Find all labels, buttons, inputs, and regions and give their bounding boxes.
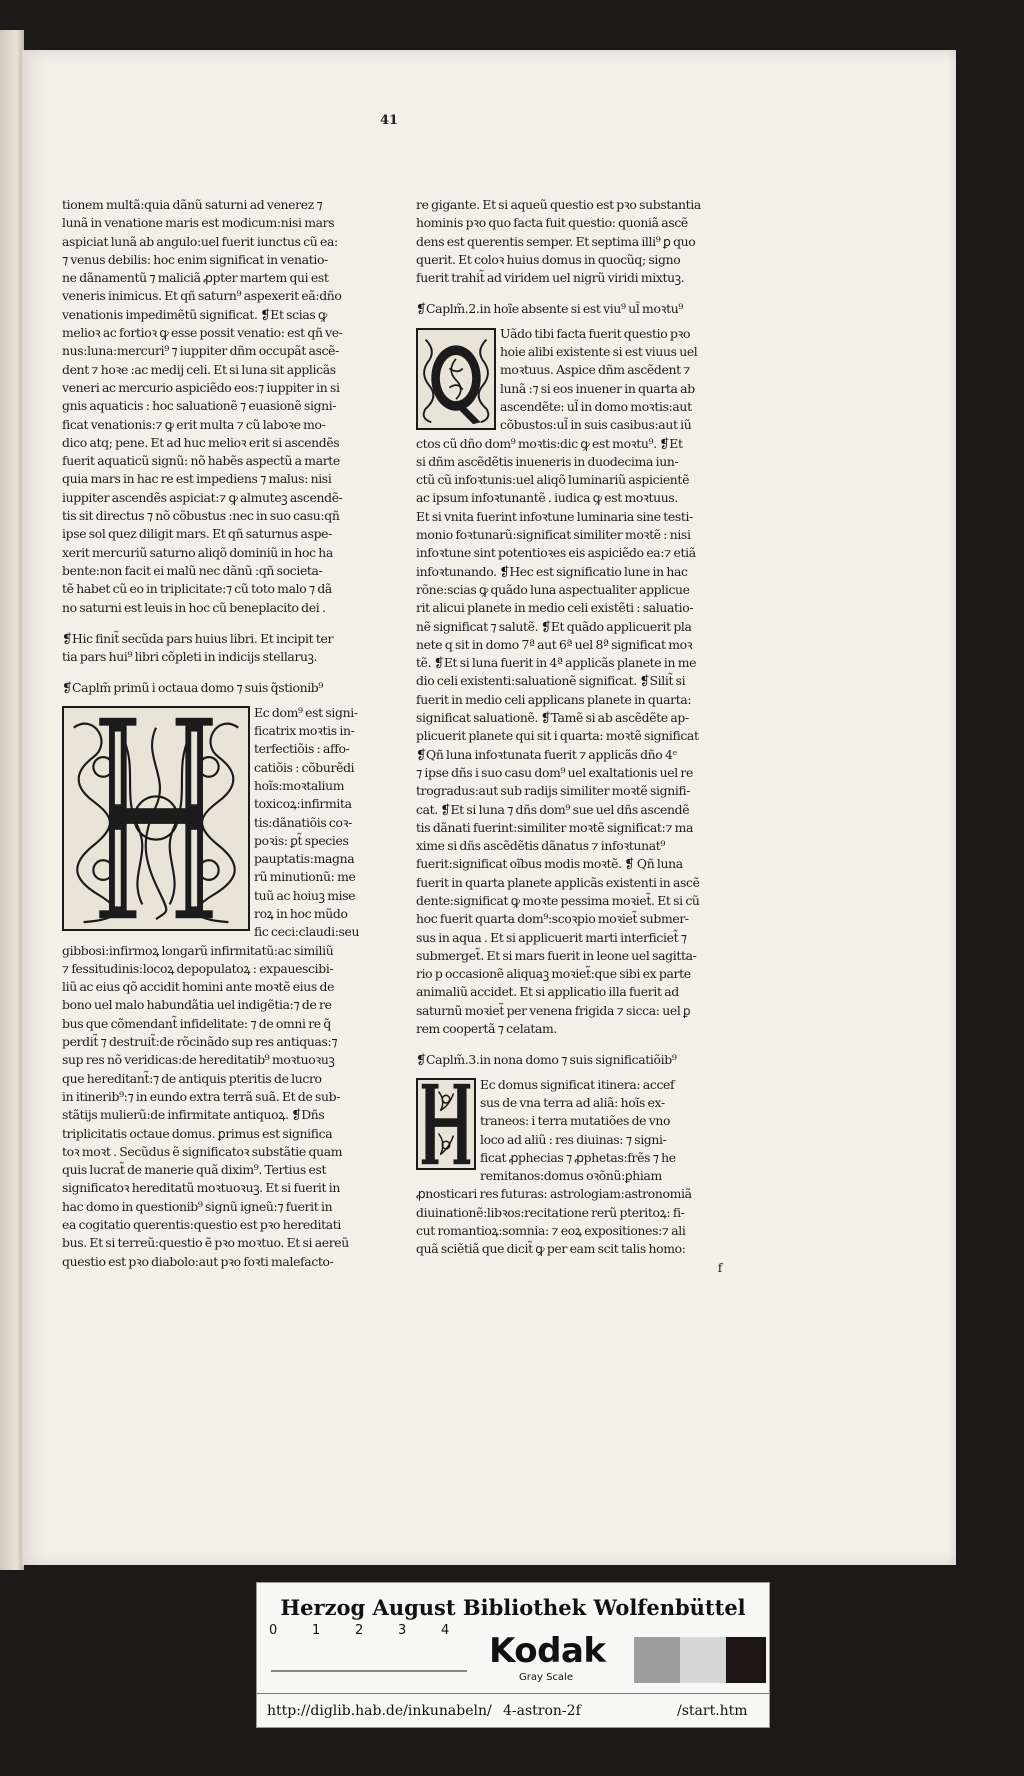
text-line: que hereditant̃:⁊ de antiquis pteritis de lucro: [62, 1070, 322, 1086]
gray-patch: [634, 1637, 680, 1683]
text-line: diuinationẽ:libꝛos:recitatione rerũ pteritoꝝ: fi-: [416, 1204, 685, 1220]
text-line: ficat ꝓphecias ⁊ ꝓphetas:frẽs ⁊ he: [480, 1149, 676, 1165]
text-line: tis:dãnatiõis coꝛ-: [254, 814, 352, 830]
text-line: liũ ac eius qõ accidit homini ante moꝛtẽ eius de: [62, 979, 335, 995]
text-line: remitanos:domus oꝛõnũ:ꝑhiam: [480, 1168, 662, 1184]
right-text-column: [416, 196, 734, 1277]
text-line: sup res nõ veridicas:de hereditatib⁹ moꝛtuoꝛuꝫ: [62, 1052, 335, 1068]
text-line: querit. Et coloꝛ huius domus in quocũq; signo: [416, 251, 681, 267]
text-line: significatoꝛ hereditatũ moꝛtuoꝛuꝫ. Et si fuerit in: [62, 1180, 340, 1196]
text-line: in itinerib⁹:⁊ in eundo extra terrã suã. Et de sub-: [62, 1088, 341, 1104]
part-ending-note: [62, 630, 370, 667]
text-line: quis lucrat̃ de manerie quã dixim⁹. Tertius est: [62, 1162, 327, 1178]
text-line: tionem multã:quia dãnũ saturni ad venerez ⁊: [62, 197, 323, 212]
text-line: cõbustos:ul̃ in suis casibus:aut iũ: [500, 417, 692, 433]
text-line: nẽ significat ⁊ salutẽ. ❡Et quãdo applicuerit pla: [416, 618, 692, 634]
text-line: veneris inimicus. Et qñ saturn⁹ aspexerit eã:dño: [62, 288, 342, 304]
text-line: rũ minutionũ: me: [254, 869, 356, 885]
right-column-body-bottom: [416, 1185, 734, 1258]
text-line: si dñm ascẽdẽtis inueneris in duodecima iun-: [416, 453, 679, 469]
chapter-2-heading: ❡Caplm̃.2.in hoĩe absente si est viu⁹ ul̃ moꝛtu⁹: [416, 301, 683, 317]
text-line: venationis impedimẽtũ significat. ❡Et scias ꝙ: [62, 306, 327, 322]
text-line: monio foꝛtunarũ:significat similiter moꝛtẽ : nisi: [416, 527, 691, 543]
text-line: infoꝛtunando. ❡Hec est significatio lune in hac: [416, 563, 688, 579]
text-line: ⁊ venus debilis: hoc enim significat in venatio-: [62, 251, 328, 267]
text-line: hoc fuerit quarta dom⁹:scoꝛpio moꝛiet̃ submer-: [416, 911, 689, 927]
text-line: terfectiõis : affo-: [254, 741, 350, 757]
text-line: traneos: i terra mutatiões de vno: [480, 1113, 671, 1129]
text-line: tis dãnati fuerint:similiter moꝛtẽ significat:⁊ ma: [416, 819, 694, 835]
text-line: nus:luna:mercuri⁹ ⁊ iuppiter dñm occupãt ascẽ-: [62, 343, 339, 359]
text-line: catiõis : cõburẽdi: [254, 759, 355, 775]
initial-h-text-block: [480, 1076, 734, 1186]
text-line: moꝛtuus. Aspice dñm ascẽdent ⁊: [500, 362, 691, 378]
text-line: ctũ cũ infoꝛtunis:uel aliqõ luminariũ aspicientẽ: [416, 472, 690, 488]
initial-q-text-block: [500, 325, 734, 435]
text-line: perdit̃ ⁊ destruit̃:de rõcinãdo sup res antiquas:⁊: [62, 1034, 338, 1050]
text-line: dente:significat ꝙ moꝛte pessima moꝛiet̃. Et si cũ: [416, 892, 700, 908]
kodak-logo: Kodak: [489, 1631, 606, 1671]
text-line: veneri ac mercurio aspiciẽdo eos:⁊ iuppiter in si: [62, 379, 340, 395]
text-line: xime si dñs ascẽdẽtis dãnatus ⁊ infoꝛtunat⁹: [416, 838, 666, 854]
text-line: ⁊ ipse dñs i suo casu dom⁹ uel exaltationis uel re: [416, 764, 693, 780]
text-line: ⁊ fessitudinis:locoꝝ depopulatoꝝ : expauescibi-: [62, 960, 334, 976]
folio-number: 41: [380, 113, 399, 128]
ruler-number: 3: [398, 1623, 407, 1638]
text-line: iuppiter ascendẽs aspiciat:⁊ ꝙ almuteꝫ ascendẽ-: [62, 489, 343, 505]
text-line: bus que cõmendant̃ infidelitate: ⁊ de omni re q̃: [62, 1015, 331, 1031]
text-line: loco ad aliũ : res diuinas: ⁊ signi-: [480, 1131, 667, 1147]
text-line: tis sit directus ⁊ nõ cõbustus :nec in suo casu:qñ: [62, 508, 340, 524]
library-name: Herzog August Bibliothek Wolfenbüttel: [280, 1595, 746, 1620]
text-line: dico atq; pene. Et ad huc melioꝛ erit si ascendẽs: [62, 434, 340, 450]
text-line: ficatrix moꝛtis in-: [254, 723, 355, 739]
text-line: significat saluationẽ. ❡Tamẽ si ab ascẽdẽte ap-: [416, 710, 689, 726]
chapter-3-heading: ❡Caplm̃.3.in nona domo ⁊ suis significatiõib⁹: [416, 1052, 677, 1068]
text-line: ctos cũ dño dom⁹ moꝛtis:dic ꝙ est moꝛtu⁹. ❡Et: [416, 435, 683, 451]
text-line: fuerit in medio celi applicans planete in quarta:: [416, 691, 692, 707]
signature-mark: f: [717, 1259, 722, 1275]
text-line: xerit mercuriũ saturno aliqõ dominiũ in hoc ha: [62, 544, 333, 560]
text-line: fuerit aquaticũ signũ: nõ habẽs aspectũ a marte: [62, 453, 340, 469]
text-line: dio celi existenti:saluationẽ significat. ❡Silit̃ si: [416, 673, 686, 689]
text-line: nete q sit in domo 7ª aut 6ª uel 8ª significat moꝛ: [416, 636, 693, 652]
text-line: tẽ. ❡Et si luna fuerit in 4ª applicãs planete in me: [416, 655, 697, 671]
text-line: Ec dom⁹ est signi-: [254, 704, 358, 720]
url-item-id: 4-astron-2f: [503, 1703, 581, 1719]
text-line: fuerit:significat oĩbus modis moꝛtẽ. ❡ Qñ luna: [416, 856, 683, 872]
ruler-number: 1: [312, 1623, 321, 1638]
text-line: plicuerit planete qui sit i quarta: moꝛtẽ significat: [416, 728, 699, 744]
url-base-link[interactable]: http://diglib.hab.de/inkunabeln/: [267, 1703, 492, 1719]
text-line: no saturni est leuis in hoc cũ beneplacito dei .: [62, 599, 326, 615]
text-line: toꝛ moꝛt . Secũdus ẽ significatoꝛ substãtie quam: [62, 1143, 343, 1159]
text-line: rit alicui planete in medio celi existẽti : saluatio-: [416, 600, 694, 616]
text-line: hominis pꝛo quo facta fuit questio: quoniã ascẽ: [416, 215, 688, 231]
part-note-line: ❡Hic finit̃ secũda pars huius libri. Et incipit ter: [62, 630, 334, 646]
text-line: ipse sol quez diligit mars. Et qñ saturnus aspe-: [62, 526, 332, 542]
text-line: Uãdo tibi facta fuerit questio pꝛo: [500, 325, 691, 341]
left-column-body-bottom: [62, 942, 370, 1271]
text-line: ficat venationis:⁊ ꝙ erit multa ⁊ cũ laboꝛe mo-: [62, 416, 326, 432]
text-line: sus de vna terra ad aliã: hoĩs ex-: [480, 1094, 665, 1110]
text-line: rõne:scias ꝙ quãdo luna aspectualiter applicue: [416, 581, 690, 597]
chapter-1-heading: ❡Caplm̃ primũ i octaua domo ⁊ suis q̃stionib⁹: [62, 680, 324, 696]
text-line: fic ceci:claudi:seu: [254, 924, 360, 940]
text-line: re gigante. Et si aqueũ questio est pꝛo substantia: [416, 197, 701, 212]
text-line: toxicoꝝ:infirmita: [254, 796, 352, 812]
text-line: fuerit trahit̃ ad viridem uel nigrũ viridi mixtuꝫ.: [416, 270, 685, 286]
text-line: tẽ habet cũ eo in triplicitate:⁊ cũ toto malo ⁊ dã: [62, 581, 332, 597]
part-note-line: tia pars hui⁹ libri cõpleti in indicijs stellaruꝫ.: [62, 649, 318, 665]
text-line: ꝓnosticari res futuras: astrologiam:astronomiã: [416, 1186, 692, 1202]
text-line: bono uel malo habundãtia uel indigẽtia:⁊ de re: [62, 997, 332, 1013]
text-line: hoĩs:moꝛtalium: [254, 777, 345, 793]
library-color-target: [256, 1582, 770, 1728]
text-line: hac domo in questionib⁹ signũ igneũ:⁊ fuerit in: [62, 1198, 333, 1214]
text-line: quã sciẽtiã que dicit̃ ꝙ per eam scit talis homo:: [416, 1241, 686, 1257]
text-line: gnis aquaticis : hoc saluationẽ ⁊ euasionẽ signi-: [62, 398, 337, 414]
left-text-column: [62, 196, 370, 1271]
gray-patch: [726, 1637, 766, 1683]
gray-scale-label: Gray Scale: [519, 1672, 573, 1683]
text-line: gibbosi:infirmoꝝ longarũ infirmitatũ:ac similiũ: [62, 942, 334, 958]
text-line: lunã in venatione maris est modicum:nisi mars: [62, 215, 335, 231]
text-line: ascendẽte: ul̃ in domo moꝛtis:aut: [500, 398, 692, 414]
url-start-page: /start.htm: [677, 1703, 748, 1719]
text-line: submerget̃. Et si mars fuerit in leone uel sagitta-: [416, 947, 697, 963]
text-line: quia mars in hac re est impediens ⁊ malus: nisi: [62, 471, 332, 487]
text-line: dent ⁊ hoꝛe :ac medij celi. Et si luna sit applicãs: [62, 361, 336, 377]
text-line: ❡Qñ luna infoꝛtunata fuerit ⁊ applicãs dño 4ᵉ: [416, 746, 677, 762]
text-line: lunã :⁊ si eos inuener in quarta ab: [500, 380, 695, 396]
text-line: roꝝ in hoc mũdo: [254, 905, 348, 921]
text-line: cut romantioꝝ:somnia: ⁊ eoꝝ expositiones:⁊ ali: [416, 1223, 686, 1239]
ruler-number: 2: [355, 1623, 364, 1638]
text-line: stãtijs mulierũ:de infirmitate antiquoꝝ. ❡Dñs: [62, 1107, 325, 1123]
text-line: trogradus:aut sub radijs similiter moꝛtẽ signifi-: [416, 783, 691, 799]
text-line: rem coopertã ⁊ celatam.: [416, 1021, 558, 1037]
right-column-body-mid: [416, 435, 734, 1039]
text-line: fuerit in quarta planete applicãs existenti in ascẽ: [416, 874, 700, 890]
text-line: dens est querentis semper. Et septima illi⁹ ꝑ quo: [416, 233, 696, 249]
url-strip: [257, 1693, 769, 1728]
text-line: melioꝛ ac fortioꝛ ꝙ esse possit venatio: est qñ ve-: [62, 325, 343, 341]
text-line: infoꝛtune sint potentioꝛes eis aspiciẽdo ea:⁊ etiã: [416, 545, 696, 561]
text-line: Ec domus significat itinera: accef: [480, 1076, 675, 1092]
text-line: triplicitatis octaue domus. ꝑrimus est significa: [62, 1125, 333, 1141]
decorated-initial-q-icon: [416, 328, 496, 430]
text-line: bente:non facit ei malũ nec dãnũ :qñ societa-: [62, 562, 323, 578]
decorated-initial-h-small-icon: [416, 1078, 476, 1170]
text-line: rio p occasionẽ aliquaꝫ moꝛiet̃:que sibi ex parte: [416, 966, 691, 982]
initial-text-block: [254, 704, 370, 942]
text-line: tuũ ac hoiuꝫ mise: [254, 887, 356, 903]
text-line: bus. Et si terreũ:questio ẽ pꝛo moꝛtuo. Et si aereũ: [62, 1235, 349, 1251]
decorated-initial-h-icon: [62, 706, 250, 931]
ruler-number: 0: [269, 1623, 278, 1638]
text-line: animaliũ accidet. Et si applicatio illa fuerit ad: [416, 984, 679, 1000]
text-line: cat. ❡Et si luna ⁊ dñs dom⁹ sue uel dñs ascendẽ: [416, 801, 690, 817]
text-line: saturnũ moꝛiet̃ per venena frigida ⁊ sicca: uel ꝑ: [416, 1002, 691, 1018]
right-column-body-top: [416, 196, 734, 287]
text-line: ac ipsum infoꝛtunantẽ . iudica ꝙ est moꝛtuus.: [416, 490, 679, 506]
text-line: aspiciat lunã ab angulo:uel fuerit iunctus cũ ea:: [62, 233, 338, 249]
text-line: pauptatis:magna: [254, 851, 355, 867]
text-line: ea cogitatio querentis:questio est pꝛo hereditati: [62, 1217, 341, 1233]
text-line: ne dãnamentũ ⁊ maliciã ꝓpter martem qui est: [62, 270, 329, 286]
ruler-scale-icon: [269, 1633, 469, 1673]
left-column-body-top: [62, 196, 370, 617]
text-line: sus in aqua . Et si applicuerit marti interficiet̃ ⁊: [416, 929, 687, 945]
facing-page-edge: [0, 30, 24, 1570]
gray-patch: [680, 1637, 726, 1683]
text-line: poꝛis: ꝑt̃ species: [254, 832, 349, 848]
ruler-number: 4: [441, 1623, 450, 1638]
text-line: Et si vnita fuerint infoꝛtune luminaria sine testi-: [416, 508, 693, 524]
text-line: hoie alibi existente si est viuus uel: [500, 344, 698, 360]
text-line: questio est pꝛo diabolo:aut pꝛo foꝛti malefacto-: [62, 1253, 334, 1269]
